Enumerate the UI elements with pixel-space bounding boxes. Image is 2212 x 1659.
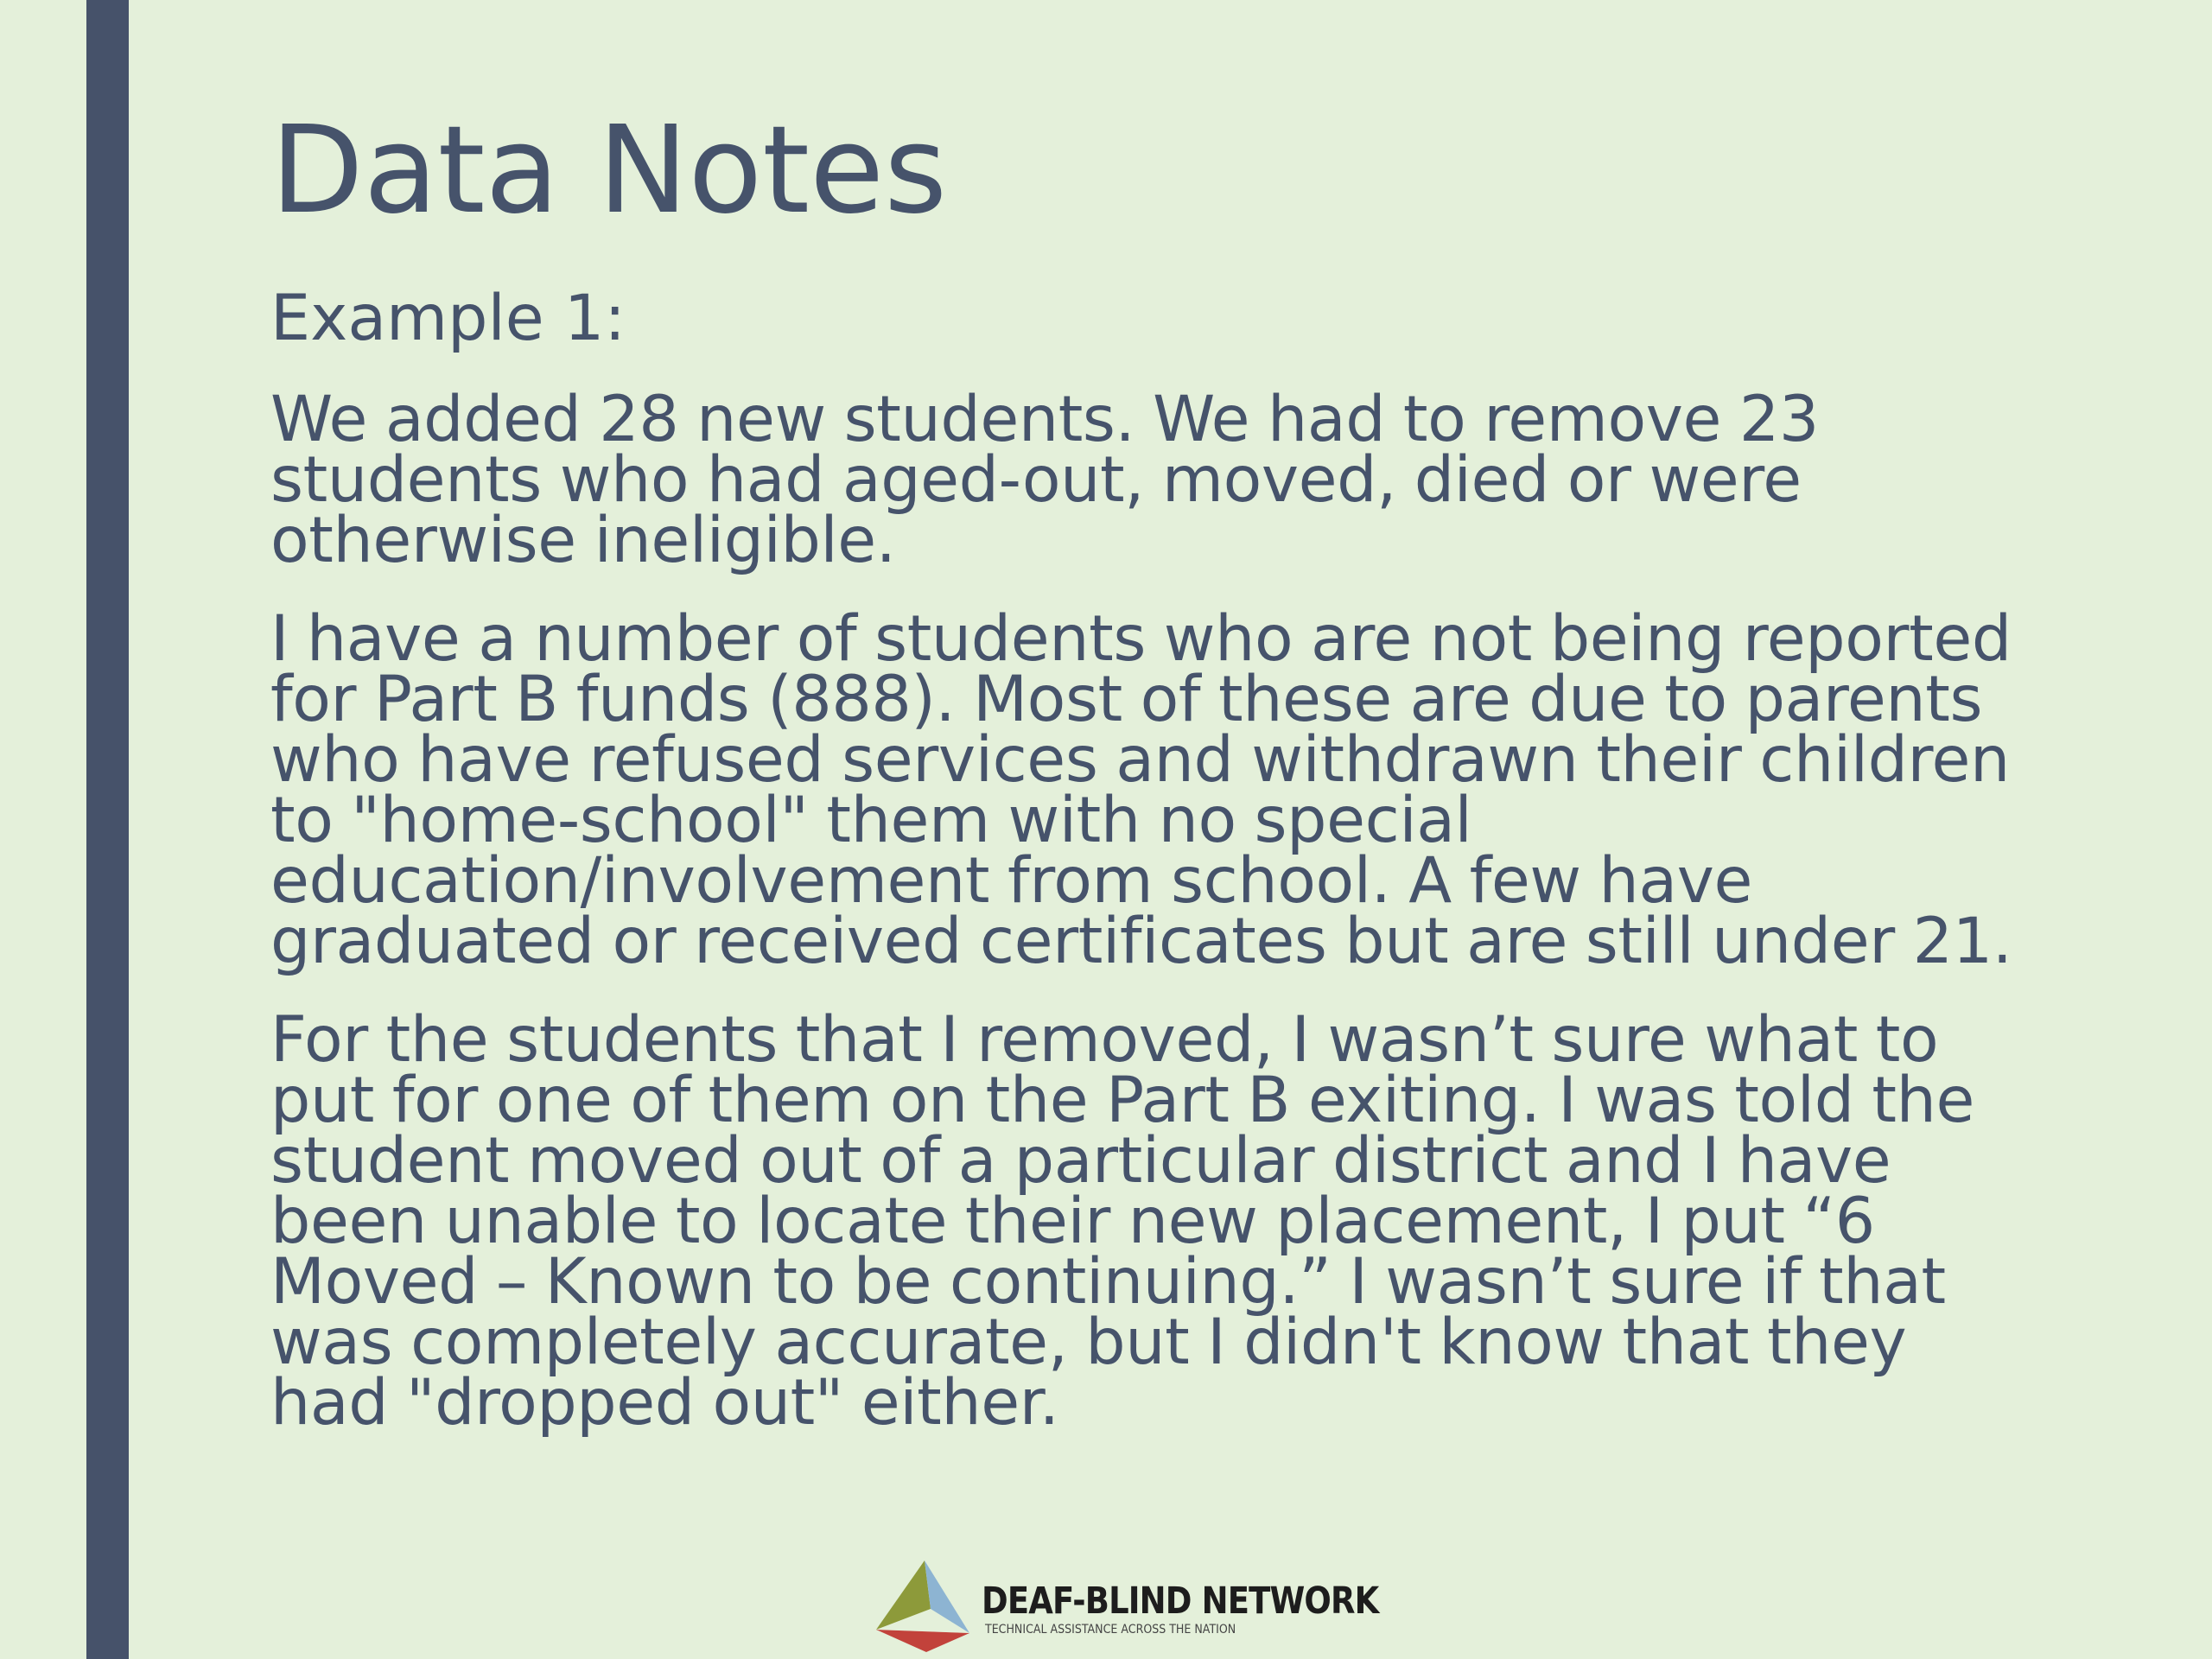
paragraph-line: graduated or received certificates but are still under 21. [270, 905, 2012, 978]
paragraph-line: student moved out of a particular district and I have [270, 1124, 1891, 1198]
paragraph-line: For the students that I removed, I wasn’t sure what to [270, 1003, 1939, 1077]
paragraph-line: had "dropped out" either. [270, 1366, 1059, 1440]
logo-name: DEAF-BLIND NETWORK [982, 1580, 1379, 1623]
paragraph-line: students who had aged-out, moved, died or were [270, 443, 1802, 517]
logo-tagline: TECHNICAL ASSISTANCE ACROSS THE NATION [985, 1623, 1236, 1637]
logo-red-blade [876, 1630, 969, 1652]
paragraph-line: to "home-school" them with no special [270, 784, 1472, 857]
slide-body [270, 282, 2042, 1471]
paragraph-line: education/involvement from school. A few have [270, 844, 1753, 918]
paragraph-3 [270, 1003, 2042, 1440]
accent-bar [86, 0, 129, 1659]
deaf-blind-network-logo-icon [869, 1555, 973, 1655]
paragraph-line: who have refused services and withdrawn their children [270, 723, 2010, 797]
paragraph-line: We added 28 new students. We had to remove 23 [270, 383, 1819, 456]
example-heading: Example 1: [270, 282, 626, 355]
deaf-blind-network-logo [869, 1555, 1379, 1655]
paragraph-2 [270, 602, 2042, 978]
paragraph-line: Moved – Known to be continuing.” I wasn’t sure if that [270, 1245, 1946, 1319]
paragraph-line: been unable to locate their new placement, I put “6 [270, 1185, 1875, 1258]
slide-title: Data Notes [270, 100, 948, 241]
paragraph-line: put for one of them on the Part B exiting. I was told the [270, 1064, 1975, 1137]
paragraph-1 [270, 383, 2042, 577]
paragraph-line: I have a number of students who are not being reported [270, 602, 2012, 676]
paragraph-line: for Part B funds (888). Most of these are due to parents [270, 663, 1983, 736]
paragraph-line: was completely accurate, but I didn't know that they [270, 1306, 1907, 1379]
paragraph-line: otherwise ineligible. [270, 504, 896, 577]
